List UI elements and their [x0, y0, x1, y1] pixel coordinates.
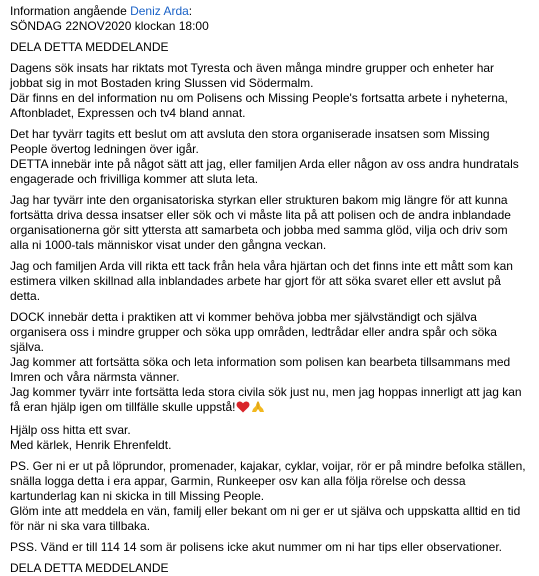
- share-heading-top: DELA DETTA MEDDELANDE: [10, 40, 169, 54]
- heart-icon: [236, 401, 250, 417]
- header-prefix: Information angående: [10, 4, 131, 18]
- paragraph-pss: [10, 540, 529, 555]
- paragraph-search-update: [10, 61, 529, 121]
- text-line: Jag kommer att fortsätta söka och leta information som polisen kan bearbeta tillsammans med Imren och våra närmsta vänner.: [10, 355, 511, 384]
- text-line: PS. Ger ni er ut på löprundor, promenader, kajakar, cyklar, voijar, rör er på mindre befolka ställen, snälla logga detta i era appar, Garmin, Runkeeper osv kan alla följa rörelse och dessa kartunderlag kan ni skicka in till Missing People.: [10, 459, 526, 503]
- text-line: Dagens sök insats har riktats mot Tyresta och även många mindre grupper och enheter har jobbat sig in mot Bostaden kring Slussen vid Södermalm.: [10, 61, 495, 90]
- text-line: Det har tyvärr tagits ett beslut om att avsluta den stora organiserade insatsen som Missing People övertog ledningen över igår.: [10, 127, 490, 156]
- header-line: [10, 4, 529, 19]
- paragraph-continue: [10, 310, 529, 417]
- header-suffix: :: [188, 4, 193, 18]
- text-line-with-emoji: [10, 385, 529, 417]
- profile-link-deniz-arda[interactable]: Deniz Arda: [130, 4, 189, 18]
- text-line: Där finns en del information nu om Polisens och Missing People's fortsatta arbete i nyheterna, Aftonbladet, Expressen och tv4 bland annat.: [10, 91, 508, 120]
- paragraph-decision: [10, 127, 529, 187]
- paragraph-organisation: [10, 193, 529, 253]
- text-line: DOCK innebär detta i praktiken att vi kommer behöva jobba mer självständigt och själva organisera oss i mindre grupper och söka upp områden, ledtrådar eller andra spår och söka själva.: [10, 310, 497, 354]
- text-line: Glöm inte att meddela en vän, familj eller bekant om ni ger er ut själva och uppskatta alltid en tid för när ni ska vara tillbaka.: [10, 504, 521, 533]
- text-line: Hjälp oss hitta ett svar.: [10, 423, 131, 437]
- text-line: DETTA innebär inte på något sätt att jag, eller familjen Arda eller någon av oss andra hundratals engagerade och frivilliga kommer att sluta leta.: [10, 157, 519, 186]
- paragraph-signature: [10, 423, 529, 453]
- paragraph-thanks: [10, 259, 529, 304]
- text-line: PSS. Vänd er till 114 14 som är polisens icke akut nummer om ni har tips eller observationer.: [10, 540, 503, 554]
- header-block: [10, 4, 529, 34]
- text-line: Jag har tyvärr inte den organisatoriska styrkan eller strukturen bakom mig längre för att kunna fortsätta driva dessa insatser eller sök och vi måste lita på att polisen och de andra inblandade organisationerna gör sitt yttersta att samarbeta och jobba med samma glöd, vilja och driv som alla ni 1000-tals människor visat under den gångna veckan.: [10, 193, 511, 252]
- signature-line: Med kärlek, Henrik Ehrenfeldt.: [10, 438, 172, 452]
- paragraph-ps: [10, 459, 529, 534]
- folded-hands-icon: [251, 400, 265, 417]
- text-line: Jag och familjen Arda vill rikta ett tack från hela våra hjärtan och det finns inte ett mått som kan estimera vilken skillnad alla inblandades arbete har gjort för att söka svaret eller ett avslut på detta.: [10, 259, 513, 303]
- header-date: SÖNDAG 22NOV2020 klockan 18:00: [10, 19, 209, 33]
- share-heading-bottom: DELA DETTA MEDDELANDE: [10, 561, 169, 575]
- text-line: Jag kommer tyvärr inte fortsätta leda stora civila sök just nu, men jag hoppas innerligt att jag kan få eran hjälp igen om tillfälle skulle uppstå!: [10, 385, 522, 414]
